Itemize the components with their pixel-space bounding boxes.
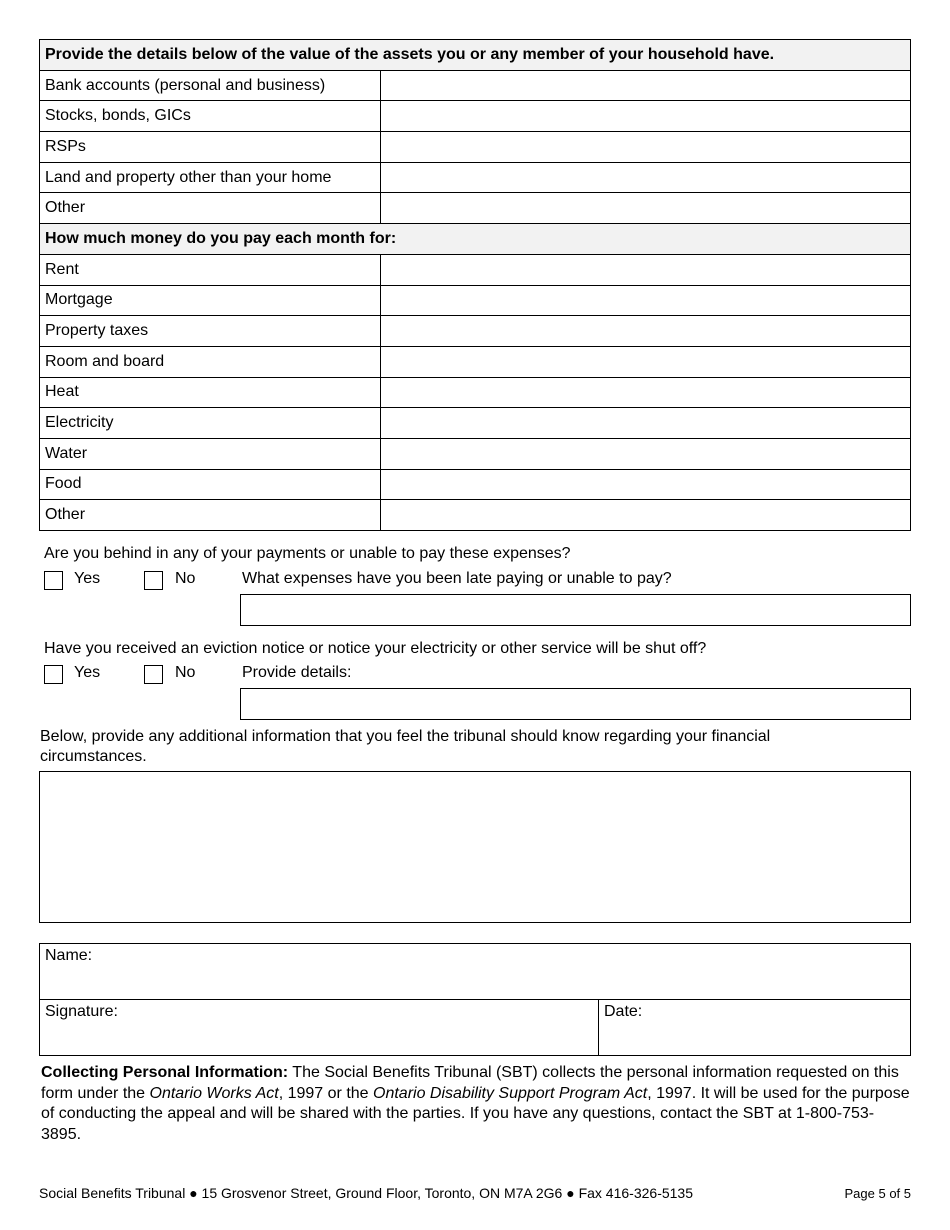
table-row xyxy=(40,408,911,439)
privacy-heading: Collecting Personal Information: xyxy=(41,1064,289,1081)
date-label: Date: xyxy=(604,1003,643,1020)
expense-electricity-input[interactable] xyxy=(381,408,911,439)
payments-yes-checkbox[interactable] xyxy=(44,571,63,590)
table-row xyxy=(40,162,911,193)
expenses-header: How much money do you pay each month for: xyxy=(40,224,911,255)
expense-property-taxes-input[interactable] xyxy=(381,316,911,347)
eviction-no-label: No xyxy=(175,664,196,681)
expense-heat-input[interactable] xyxy=(381,377,911,408)
table-row xyxy=(40,316,911,347)
table-row xyxy=(40,500,911,531)
expense-label: Mortgage xyxy=(40,285,381,316)
expense-label: Electricity xyxy=(40,408,381,439)
expense-label: Food xyxy=(40,469,381,500)
expense-food-input[interactable] xyxy=(381,469,911,500)
asset-label: Other xyxy=(40,193,381,224)
expense-label: Property taxes xyxy=(40,316,381,347)
table-row xyxy=(40,438,911,469)
privacy-notice: Collecting Personal Information: The Social Benefits Tribunal (SBT) collects the personal information requested on this form under the Ontario Works Act, 1997 or the Ontario Disability Support Program Act, 1997. It will be used for the purpose of conducting the appeal and will be shared with the parties. If you have any questions, contact the SBT at 1-800-753-3895. xyxy=(41,1064,910,1143)
signature-label: Signature: xyxy=(45,1003,118,1020)
table-row xyxy=(40,70,911,101)
payments-no-checkbox[interactable] xyxy=(144,571,163,590)
eviction-yes-label: Yes xyxy=(74,664,101,681)
eviction-yes-checkbox[interactable] xyxy=(44,665,63,684)
act-name: Ontario Works Act xyxy=(149,1084,279,1102)
expense-label: Water xyxy=(40,438,381,469)
table-row xyxy=(40,285,911,316)
asset-label: Bank accounts (personal and business) xyxy=(40,70,381,101)
payments-no-label: No xyxy=(175,570,196,587)
name-field[interactable] xyxy=(40,944,910,1000)
expense-label: Heat xyxy=(40,377,381,408)
eviction-no-checkbox[interactable] xyxy=(144,665,163,684)
table-row xyxy=(40,469,911,500)
payments-details-input[interactable] xyxy=(240,594,911,626)
act-name: Ontario Disability Support Program Act xyxy=(373,1084,648,1102)
signature-block xyxy=(39,943,911,1056)
payments-question: Are you behind in any of your payments or unable to pay these expenses? xyxy=(44,545,571,562)
asset-land-input[interactable] xyxy=(381,162,911,193)
page-number: Page 5 of 5 xyxy=(844,1186,911,1201)
assets-expenses-table xyxy=(39,39,911,531)
asset-label: Stocks, bonds, GICs xyxy=(40,101,381,132)
additional-info-textarea[interactable] xyxy=(39,771,911,923)
table-row xyxy=(40,254,911,285)
expense-other-input[interactable] xyxy=(381,500,911,531)
expense-label: Other xyxy=(40,500,381,531)
table-row xyxy=(40,346,911,377)
asset-label: RSPs xyxy=(40,132,381,163)
additional-prompt-cont: circumstances. xyxy=(40,748,147,765)
asset-stocks-input[interactable] xyxy=(381,101,911,132)
eviction-details-input[interactable] xyxy=(240,688,911,720)
table-row xyxy=(40,132,911,163)
payments-followup-label: What expenses have you been late paying or unable to pay? xyxy=(242,570,672,587)
additional-prompt: Below, provide any additional information that you feel the tribunal should know regarding your financial xyxy=(40,728,771,745)
asset-rsps-input[interactable] xyxy=(381,132,911,163)
payments-yes-label: Yes xyxy=(74,570,101,587)
footer-address: Social Benefits Tribunal ● 15 Grosvenor Street, Ground Floor, Toronto, ON M7A 2G6 ● Fax 416-326-5135 xyxy=(39,1185,693,1201)
assets-header: Provide the details below of the value of the assets you or any member of your household have. xyxy=(40,40,911,71)
name-label: Name: xyxy=(45,947,93,964)
expense-label: Room and board xyxy=(40,346,381,377)
expense-label: Rent xyxy=(40,254,381,285)
expense-room-board-input[interactable] xyxy=(381,346,911,377)
expense-rent-input[interactable] xyxy=(381,254,911,285)
expense-water-input[interactable] xyxy=(381,438,911,469)
asset-label: Land and property other than your home xyxy=(40,162,381,193)
expense-mortgage-input[interactable] xyxy=(381,285,911,316)
asset-other-input[interactable] xyxy=(381,193,911,224)
table-row xyxy=(40,101,911,132)
table-row xyxy=(40,193,911,224)
eviction-question: Have you received an eviction notice or notice your electricity or other service will be shut off? xyxy=(44,640,707,657)
table-row xyxy=(40,377,911,408)
signature-divider xyxy=(598,1000,599,1056)
eviction-followup-label: Provide details: xyxy=(242,664,352,681)
asset-bank-input[interactable] xyxy=(381,70,911,101)
